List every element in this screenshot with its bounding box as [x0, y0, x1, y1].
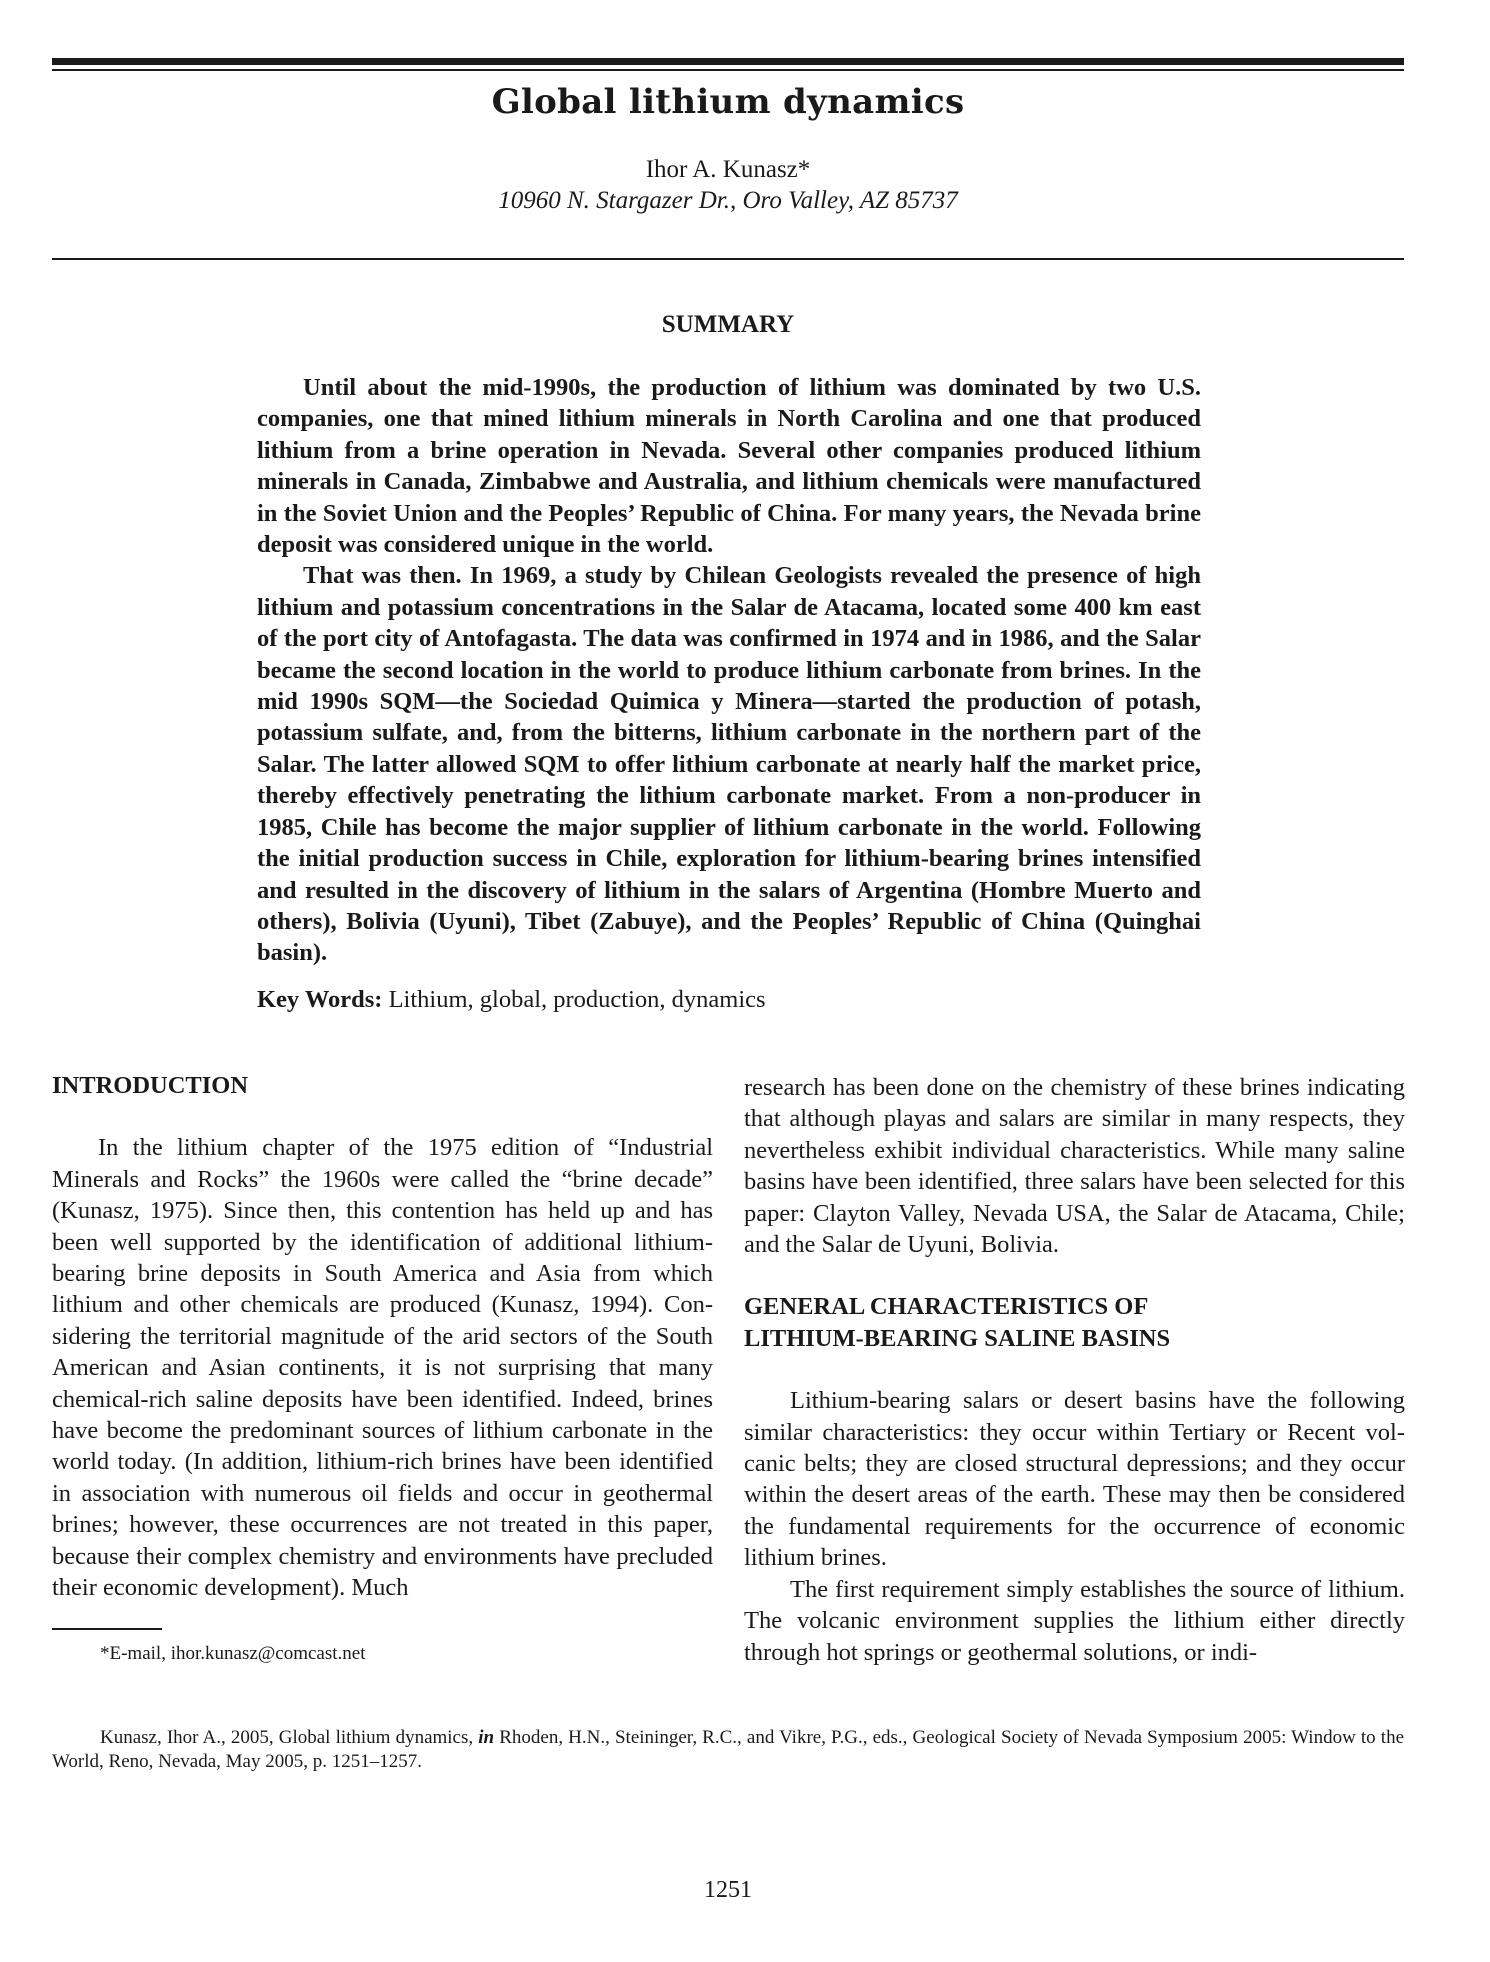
- summary-block: [257, 372, 1201, 969]
- keywords-label: Key Words:: [257, 986, 383, 1013]
- top-rule-thin: [52, 69, 1404, 71]
- introduction-continuation: research has been done on the chemistry of these brines indicating that although playas and salars are similar in many respects, they nevertheless exhibit individual characteristics. While many saline basins have been identified, three salars have been selected for this paper: Clayton Valley, Nevada USA, the Salar de Atacama, Chile; and the Salar de Uyuni, Bolivia.: [744, 1074, 1405, 1259]
- general-heading-line1: GENERAL CHARACTERISTICS OF: [744, 1293, 1149, 1321]
- paper-title: Global lithium dynamics: [491, 82, 965, 122]
- top-rule-thick: [52, 58, 1404, 65]
- summary-heading: SUMMARY: [661, 311, 795, 338]
- author-address: 10960 N. Stargazer Dr., Oro Valley, AZ 85737: [498, 187, 958, 214]
- left-column: [52, 1070, 713, 1604]
- header-rule: [52, 258, 1404, 260]
- page-number: 1251: [704, 1877, 752, 1903]
- right-column: [744, 1072, 1405, 1668]
- keywords-list: Lithium, global, production, dynamics: [388, 986, 766, 1013]
- citation-text-rest: Rhoden, H.N., Steininger, R.C., and Vikre, P.G., eds., Geological Society of Nevada Symposium 2005: Window to the World, Reno, Nevada, May 2005, p. 1251–1257.: [52, 1727, 1404, 1772]
- introduction-paragraph: In the lithium chapter of the 1975 edition of “Industrial Minerals and Rocks” the 1960s were called the “brine decade” (Kunasz, 1975). Since then, this contention has held up and has been well supported by the identification of additional lithium-bearing brine deposits in South America and Asia from which lithium and other chemicals are produced (Kunasz, 1994). Considering the territorial magnitude of the arid sectors of the South American and Asian continents, it is not surprising that many chemical-rich saline deposits have been identified. Indeed, brines have become the predominant sources of lithium carbonate in the world today. (In addition, lithium-rich brines have been identified in association with numerous oil fields and occur in geothermal brines; however, these occurrences are not treated in this paper, because their complex chemistry and environments have precluded their economic development). Much: [52, 1134, 713, 1602]
- citation-italic: in: [478, 1727, 495, 1748]
- general-heading-line2: LITHIUM-BEARING SALINE BASINS: [744, 1324, 1171, 1352]
- footnote-rule: [52, 1628, 162, 1630]
- general-paragraph: Lithium-bearing salars or desert basins have the following similar characteristics: they occur within Tertiary or Recent volcanic belts; they are closed structural depressions; and they occur within the desert areas of the earth. These may then be considered the fundamental requirements for the occurrence of economic lithium brines.: [744, 1387, 1405, 1572]
- keywords: [257, 986, 1201, 1014]
- introduction-heading: INTRODUCTION: [52, 1072, 249, 1099]
- citation-text: Kunasz, Ihor A., 2005, Global lithium dynamics,: [100, 1727, 479, 1748]
- general-paragraph: The first requirement simply establishes the source of lithium. The volcanic environment supplies the lithium either directly through hot springs or geothermal solutions, or indi-: [744, 1575, 1405, 1666]
- citation: [52, 1726, 1404, 1774]
- general-characteristics-heading: [744, 1291, 1405, 1354]
- summary-paragraph: That was then. In 1969, a study by Chilean Geologists revealed the presence of high lithium and potassium concentrations in the Salar de Atacama, located some 400 km east of the port city of Antofagasta. The data was confirmed in 1974 and in 1986, and the Salar became the second location in the world to produce lithium carbonate from brines. In the mid 1990s SQM—the Sociedad Quimica y Minera—started the production of potash, potassium sulfate, and, from the bitterns, lithium carbonate in the northern part of the Salar. The latter allowed SQM to offer lithium carbonate at nearly half the market price, thereby effectively penetrating the lithium carbonate market. From a non-producer in 1985, Chile has become the major supplier of lithium carbonate in the world. Following the initial production success in Chile, exploration for lithium-bearing brines intensified and resulted in the discovery of lithium in the salars of Argentina (Hombre Muerto and others), Bolivia (Uyuni), Tibet (Zabuye), and the Peoples’ Republic of China (Quinghai basin).: [257, 562, 1201, 967]
- footnote: *E-mail, ihor.kunasz@comcast.net: [100, 1643, 366, 1664]
- author-name: Ihor A. Kunasz*: [645, 156, 811, 183]
- summary-paragraph: Until about the mid-1990s, the production of lithium was dominated by two U.S. companies, one that mined lithium minerals in North Carolina and one that produced lithium from a brine operation in Nevada. Several other companies produced lithium minerals in Canada, Zimbabwe and Australia, and lithium chemicals were manufactured in the Soviet Union and the Peoples’ Republic of China. For many years, the Nevada brine deposit was considered unique in the world.: [257, 374, 1201, 559]
